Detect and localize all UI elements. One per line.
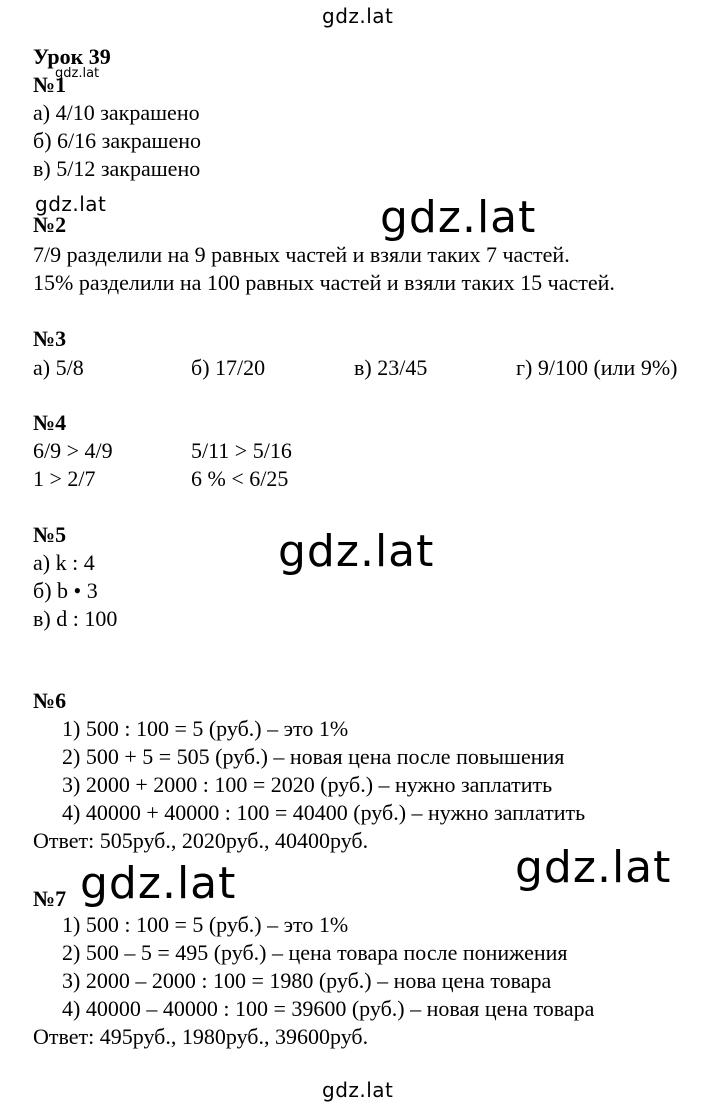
task3-heading: №3 xyxy=(33,326,67,351)
task5-line: а) k : 4 xyxy=(33,550,95,575)
task6-line: 1) 500 : 100 = 5 (руб.) – это 1% xyxy=(62,716,349,741)
task5-line: в) d : 100 xyxy=(33,606,118,631)
task2-line: 15% разделили на 100 равных частей и взяли таких 15 частей. xyxy=(33,270,615,295)
watermark-big-1: gdz.lat xyxy=(380,192,537,243)
task6-line: 4) 40000 + 40000 : 100 = 40400 (руб.) – нужно заплатить xyxy=(62,800,586,825)
task3-item: г) 9/100 (или 9%) xyxy=(516,355,678,380)
watermark-big-4: gdz.lat xyxy=(80,858,237,909)
task2-heading: №2 xyxy=(33,212,67,237)
watermark-bottom: gdz.lat xyxy=(322,1078,394,1102)
task6-line: 2) 500 + 5 = 505 (руб.) – новая цена после повышения xyxy=(62,744,565,769)
task1-line: б) 6/16 закрашено xyxy=(33,128,202,153)
task3-item: в) 23/45 xyxy=(354,355,428,380)
task5-heading: №5 xyxy=(33,522,67,547)
task7-line: 4) 40000 – 40000 : 100 = 39600 (руб.) – новая цена товара xyxy=(62,996,595,1021)
task3-item: а) 5/8 xyxy=(33,355,84,380)
task5-line: б) b • 3 xyxy=(33,578,98,603)
watermark-top: gdz.lat xyxy=(322,4,394,28)
task6-line: 3) 2000 + 2000 : 100 = 2020 (руб.) – нужно заплатить xyxy=(62,772,553,797)
task1-line: а) 4/10 закрашено xyxy=(33,100,200,125)
task7-answer: Ответ: 495руб., 1980руб., 39600руб. xyxy=(33,1024,369,1049)
task2-line: 7/9 разделили на 9 равных частей и взяли таких 7 частей. xyxy=(33,242,570,267)
task7-line: 2) 500 – 5 = 495 (руб.) – цена товара после понижения xyxy=(62,940,568,965)
task4-cell: 6 % < 6/25 xyxy=(191,466,289,491)
task7-heading: №7 xyxy=(33,886,67,911)
lesson-title: Урок 39 xyxy=(33,44,111,69)
task7-line: 3) 2000 – 2000 : 100 = 1980 (руб.) – нова цена товара xyxy=(62,968,552,993)
watermark-small-left: gdz.lat xyxy=(35,192,107,216)
task6-answer: Ответ: 505руб., 2020руб., 40400руб. xyxy=(33,828,369,853)
task4-heading: №4 xyxy=(33,410,67,435)
watermark-tiny: gdz.lat xyxy=(55,66,100,81)
watermark-big-3: gdz.lat xyxy=(515,842,672,893)
task7-line: 1) 500 : 100 = 5 (руб.) – это 1% xyxy=(62,912,349,937)
task1-heading: №1 xyxy=(33,72,67,97)
watermark-big-2: gdz.lat xyxy=(278,526,435,577)
task1-line: в) 5/12 закрашено xyxy=(33,156,201,181)
task4-cell: 6/9 > 4/9 xyxy=(33,438,113,463)
task3-item: б) 17/20 xyxy=(191,355,266,380)
task4-cell: 1 > 2/7 xyxy=(33,466,96,491)
task4-cell: 5/11 > 5/16 xyxy=(191,438,292,463)
task6-heading: №6 xyxy=(33,688,67,713)
